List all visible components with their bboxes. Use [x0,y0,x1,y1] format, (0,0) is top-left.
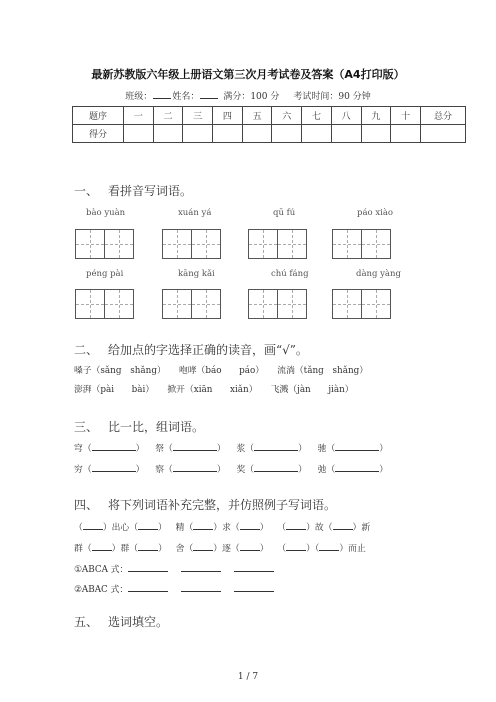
grid-cell[interactable] [333,290,361,318]
name-blank [200,90,218,99]
grid-cell[interactable] [76,230,104,258]
answer-blank[interactable] [92,442,136,451]
grid-cell[interactable] [163,230,191,258]
section-text: 选词填空。 [108,615,169,629]
answer-blank[interactable] [83,521,103,530]
header-cell: 二 [153,107,183,125]
answer-blank[interactable] [234,583,274,592]
answer-blank[interactable] [128,583,168,592]
grid-cell[interactable] [277,290,306,318]
section-number: 四、 [74,498,99,512]
score-cell[interactable] [183,125,213,143]
grid-cell[interactable] [76,290,104,318]
idiom-line-1: （ ）出心（ ） 精（ ）求（ ） （ ）故（ ）新 [74,523,371,533]
score-cell[interactable] [391,125,421,143]
section-number: 三、 [74,420,99,434]
header-cell: 三 [183,107,213,125]
grid-cell[interactable] [249,290,277,318]
answer-blank[interactable] [240,542,260,551]
header-cell: 九 [361,107,391,125]
answer-blank[interactable] [181,583,221,592]
answer-blank[interactable] [173,442,217,451]
grid-cell[interactable] [277,230,306,258]
grid-cell[interactable] [249,230,277,258]
char: 浆 [236,444,246,454]
grid-cell[interactable] [361,230,390,258]
header-cell: 题序 [73,107,124,125]
idiom-part: 而止 [348,544,366,554]
section-2-heading [74,341,308,358]
pinyin: péng pài [86,269,124,279]
char: 祭 [155,444,165,454]
pinyin: kāng kǎi [178,269,215,279]
answer-blank[interactable] [286,542,306,551]
grid-cell[interactable] [191,290,220,318]
grid-cell[interactable] [104,230,133,258]
writing-grid[interactable] [248,229,307,259]
writing-grid[interactable] [162,289,221,319]
class-blank [153,90,171,99]
writing-grid[interactable] [332,289,391,319]
writing-grid[interactable] [75,289,134,319]
header-cell: 五 [242,107,272,125]
abac-line [74,582,274,595]
answer-blank[interactable] [92,463,136,472]
idiom-part: 求 [222,523,231,533]
section-text: 给加点的字选择正确的读音，画“√”。 [108,343,308,357]
answer-blank[interactable] [173,463,217,472]
compare-row: 穷（ ） 察（ ） 奖（ ） 弛（ ） [74,465,389,475]
answer-blank[interactable] [319,542,339,551]
header-cell: 总分 [421,107,466,125]
grid-cell[interactable] [163,290,191,318]
score-cell[interactable] [361,125,391,143]
answer-blank[interactable] [193,542,213,551]
score-table [72,106,466,143]
abca-line [74,562,274,575]
compare-row: 穹（ ） 祭（ ） 浆（ ） 驰（ ） [74,444,389,454]
answer-blank[interactable] [240,521,260,530]
header-cell: 六 [272,107,302,125]
answer-blank[interactable] [138,521,158,530]
pinyin: bào yuàn [86,208,126,218]
writing-grid[interactable] [75,229,134,259]
idiom-line-2: 群（ ）群（ ） 舍（ ）逐（ ） （ ）（ ）而止 [74,544,366,554]
idiom-part: 出心 [111,523,130,533]
char: 穷 [74,465,83,475]
answer-blank[interactable] [128,563,168,572]
answer-blank[interactable] [193,521,213,530]
pinyin: qū fú [273,208,296,218]
grid-cell[interactable] [361,290,390,318]
score-cell[interactable] [421,125,466,143]
score-cell[interactable] [272,125,302,143]
answer-blank[interactable] [138,542,158,551]
pinyin: dàng yàng [356,269,401,279]
char: 察 [155,465,165,475]
row-label: 得分 [73,125,124,143]
idiom-part: 群 [74,544,83,554]
score-cell[interactable] [331,125,361,143]
pronunciation-line[interactable]: 嗓子（sǎng shǎng） 咆哮（báo páo） 流淌（tǎng shǎng） [74,366,369,376]
section-number: 五、 [74,615,99,629]
header-cell: 八 [331,107,361,125]
idiom-part: 群 [120,544,130,554]
name-label: 姓名： [172,92,200,102]
pinyin: xuán yá [178,208,212,218]
header-cell: 七 [302,107,332,125]
char: 穹 [74,444,83,454]
pattern-label: ②ABAC 式： [74,585,129,595]
score-table-header-row [73,107,466,125]
answer-blank[interactable] [335,442,379,451]
class-label: 班级： [125,92,153,102]
section-text: 将下列词语补充完整，并仿照例子写词语。 [108,498,337,512]
section-1-heading [74,182,192,199]
pronunciation-line[interactable]: 澎湃（pài bài） 掀开（xiān xiǎn） 飞溅（jàn jiàn） [74,385,354,395]
section-3-heading [74,418,204,435]
header-cell: 一 [124,107,154,125]
section-4-heading [74,496,336,513]
answer-blank[interactable] [286,521,306,530]
char: 弛 [317,465,327,475]
writing-grid[interactable] [332,229,391,259]
idiom-part: 新 [361,523,371,533]
char: 奖 [236,465,246,475]
idiom-part: 精 [175,523,185,533]
score-cell[interactable] [213,125,243,143]
idiom-part: 舍 [175,544,185,554]
pinyin: páo xiào [357,208,394,218]
answer-blank[interactable] [333,521,353,530]
full-score: 满分：100 分 [223,92,280,102]
page-title: 最新苏教版六年级上册语文第三次月考试卷及答案（A4打印版） [91,68,405,81]
header-cell: 十 [391,107,421,125]
score-cell[interactable] [242,125,272,143]
idiom-part: 故 [314,523,324,533]
answer-blank[interactable] [254,442,298,451]
score-table-score-row [73,125,466,143]
score-cell[interactable] [302,125,332,143]
idiom-part: 逐 [222,544,231,554]
exam-time: 考试时间：90 分钟 [293,92,371,102]
answer-blank[interactable] [92,542,112,551]
grid-cell[interactable] [191,230,220,258]
char: 驰 [317,444,327,454]
pattern-label: ①ABCA 式： [74,565,129,575]
section-text: 看拼音写词语。 [108,184,193,198]
answer-blank[interactable] [234,563,274,572]
score-cell[interactable] [124,125,154,143]
writing-grid[interactable] [248,289,307,319]
grid-cell[interactable] [333,230,361,258]
answer-blank[interactable] [335,463,379,472]
page-number: 1 / 7 [237,672,259,682]
section-text: 比一比，组词语。 [108,420,205,434]
score-cell[interactable] [153,125,183,143]
answer-blank[interactable] [181,563,221,572]
pinyin: chú fáng [271,269,309,279]
writing-grid[interactable] [162,229,221,259]
section-5-heading [74,613,168,630]
section-number: 二、 [74,343,99,357]
header-cell: 四 [213,107,243,125]
answer-blank[interactable] [254,463,298,472]
exam-info [0,89,496,102]
section-number: 一、 [74,184,99,198]
grid-cell[interactable] [104,290,133,318]
